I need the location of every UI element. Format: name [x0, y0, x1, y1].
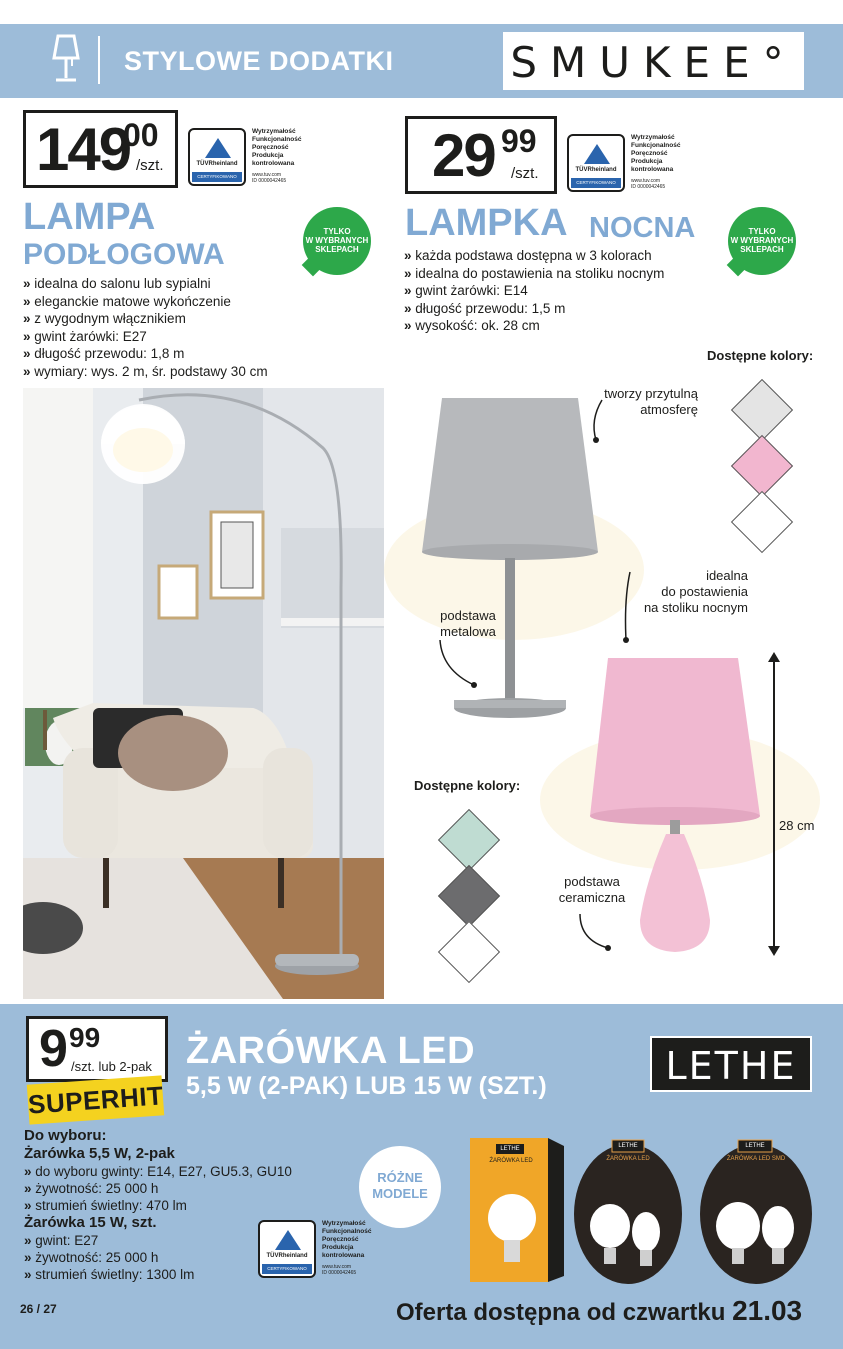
floor-lamp-photo: [23, 388, 384, 999]
led-package-blister-2pak: [572, 1130, 684, 1286]
feature-item: » gwint żarówki: E27: [23, 328, 363, 346]
brand-logo: SMUKEE°: [510, 38, 797, 87]
tuv-triangle-icon: [584, 144, 610, 164]
product-title-main: LAMPKA: [405, 202, 568, 244]
header-divider: [98, 36, 100, 84]
pkg-brand: LETHE: [618, 1143, 638, 1149]
variant-1-heading: Żarówka 5,5 W, 2-pak: [24, 1145, 175, 1162]
price-integer: 29: [432, 122, 495, 189]
offer-availability: [396, 1295, 802, 1327]
feature-item: » idealna do salonu lub sypialni: [23, 275, 363, 293]
brand-logo-box: [503, 32, 804, 90]
tuv-triangle-icon: [275, 1230, 301, 1250]
tuv-logo: [188, 128, 246, 186]
lethe-logo: LETHE: [665, 1044, 797, 1088]
night-lamp-features: [404, 247, 724, 335]
tuv-name: TÜVRheinland: [196, 161, 238, 167]
callout-nightstand: idealna do postawienia na stoliku nocnym: [643, 568, 748, 615]
feature-item: » gwint żarówki: E14: [404, 282, 724, 300]
price-integer: 149: [36, 116, 131, 183]
tuv-id: www.tuv.com ID 0000042465: [631, 178, 666, 190]
price-decimal: 99: [501, 123, 537, 159]
price-tag-floor-lamp: [23, 110, 178, 188]
page-number: 26 / 27: [20, 1302, 57, 1316]
lethe-brand-box: [650, 1036, 812, 1092]
offer-text: Oferta dostępna od czwartku: [396, 1299, 726, 1326]
feature-item: » wymiary: wys. 2 m, śr. podstawy 30 cm: [23, 363, 363, 381]
price-integer: 9: [39, 1020, 66, 1078]
variant-1-feature: » do wyboru gwinty: E14, E27, GU5.3, GU10: [24, 1163, 292, 1180]
tuv-text: Wytrzymałość Funkcjonalność Poręczność Produkcja kontrolowana: [631, 134, 681, 173]
height-label: 28 cm: [779, 818, 815, 833]
feature-item: » idealna do postawienia na stoliku nocnym: [404, 265, 724, 283]
tuv-logo: [258, 1220, 316, 1278]
variant-2-feature: » żywotność: 25 000 h: [24, 1249, 292, 1266]
led-subtitle: 5,5 W (2-PAK) LUB 15 W (SZT.): [186, 1072, 547, 1100]
callout-ceramic-base: podstawa ceramiczna: [558, 874, 626, 905]
only-selected-stores-badge: TYLKO W WYBRANYCH SKLEPACH: [303, 207, 371, 275]
tuv-triangle-icon: [205, 138, 231, 158]
available-colors-label-top: Dostępne kolory:: [707, 348, 814, 363]
led-title: ŻARÓWKA LED: [186, 1030, 476, 1072]
tuv-certificate: [188, 128, 313, 188]
feature-item: » długość przewodu: 1,5 m: [404, 300, 724, 318]
header-bar: [0, 24, 843, 98]
price-unit: /szt.: [136, 157, 164, 174]
feature-item: » długość przewodu: 1,8 m: [23, 345, 363, 363]
variant-2-feature: » strumień świetlny: 1300 lm: [24, 1266, 292, 1283]
living-room-illustration: [23, 388, 384, 999]
section-title: STYLOWE DODATKI: [124, 46, 394, 76]
price-tag-led: [26, 1016, 168, 1082]
choice-heading: Do wyboru:: [24, 1127, 107, 1144]
only-selected-stores-badge: TYLKO W WYBRANYCH SKLEPACH: [728, 207, 796, 275]
tuv-id: www.tuv.com ID 0000042465: [322, 1264, 357, 1276]
price-unit: /szt.: [511, 165, 539, 182]
led-package-blister-smd: [698, 1130, 814, 1286]
variant-2-heading: Żarówka 15 W, szt.: [24, 1214, 157, 1231]
price-unit: /szt. lub 2-pak: [71, 1059, 152, 1074]
tuv-text: Wytrzymałość Funkcjonalność Poręczność Produkcja kontrolowana: [322, 1220, 372, 1259]
feature-item: » każda podstawa dostępna w 3 kolorach: [404, 247, 724, 265]
pkg-brand: LETHE: [500, 1146, 520, 1152]
tuv-cert-label: CERTYFIKOWANO: [571, 178, 621, 188]
pkg-label: ŻARÓWKA LED SMD: [726, 1156, 786, 1162]
tuv-cert-label: CERTYFIKOWANO: [192, 172, 242, 182]
offer-date: 21.03: [732, 1295, 803, 1326]
led-package-box: [468, 1136, 566, 1284]
callout-metal-base: podstawa metalowa: [440, 608, 496, 639]
variant-1-feature: » żywotność: 25 000 h: [24, 1180, 292, 1197]
product-title-sub: NOCNA: [589, 212, 696, 244]
tuv-name: TÜVRheinland: [575, 167, 617, 173]
callout-atmosphere: tworzy przytulną atmosferę: [604, 386, 698, 417]
price-tag-night-lamp: [405, 116, 557, 194]
product-title-line2: PODŁOGOWA: [23, 238, 225, 271]
lamp-icon: [50, 34, 82, 86]
floor-lamp-features: [23, 275, 363, 380]
tuv-text: Wytrzymałość Funkcjonalność Poręczność Produkcja kontrolowana: [252, 128, 302, 167]
various-models-badge: RÓŻNE MODELE: [359, 1146, 441, 1228]
led-details: [24, 1127, 292, 1283]
tuv-certificate: [567, 134, 692, 194]
tuv-certificate: [258, 1220, 383, 1280]
price-decimal: 00: [123, 117, 159, 153]
product-title-line1: LAMPA: [23, 196, 156, 238]
tuv-logo: [567, 134, 625, 192]
variant-2-feature: » gwint: E27: [24, 1232, 292, 1249]
price-decimal: 99: [69, 1022, 101, 1053]
feature-item: » eleganckie matowe wykończenie: [23, 293, 363, 311]
pkg-brand: LETHE: [745, 1143, 765, 1149]
tuv-id: www.tuv.com ID 0000042465: [252, 172, 287, 184]
available-colors-label-bottom: Dostępne kolory:: [414, 778, 521, 793]
tuv-cert-label: CERTYFIKOWANO: [262, 1264, 312, 1274]
tuv-name: TÜVRheinland: [266, 1253, 308, 1259]
pkg-label: ŻARÓWKA LED: [489, 1158, 533, 1164]
superhit-badge: SUPERHIT: [27, 1075, 164, 1124]
feature-item: » z wygodnym włącznikiem: [23, 310, 363, 328]
feature-item: » wysokość: ok. 28 cm: [404, 317, 724, 335]
variant-1-feature: » strumień świetlny: 470 lm: [24, 1197, 292, 1214]
pkg-label: ŻARÓWKA LED: [606, 1156, 650, 1162]
